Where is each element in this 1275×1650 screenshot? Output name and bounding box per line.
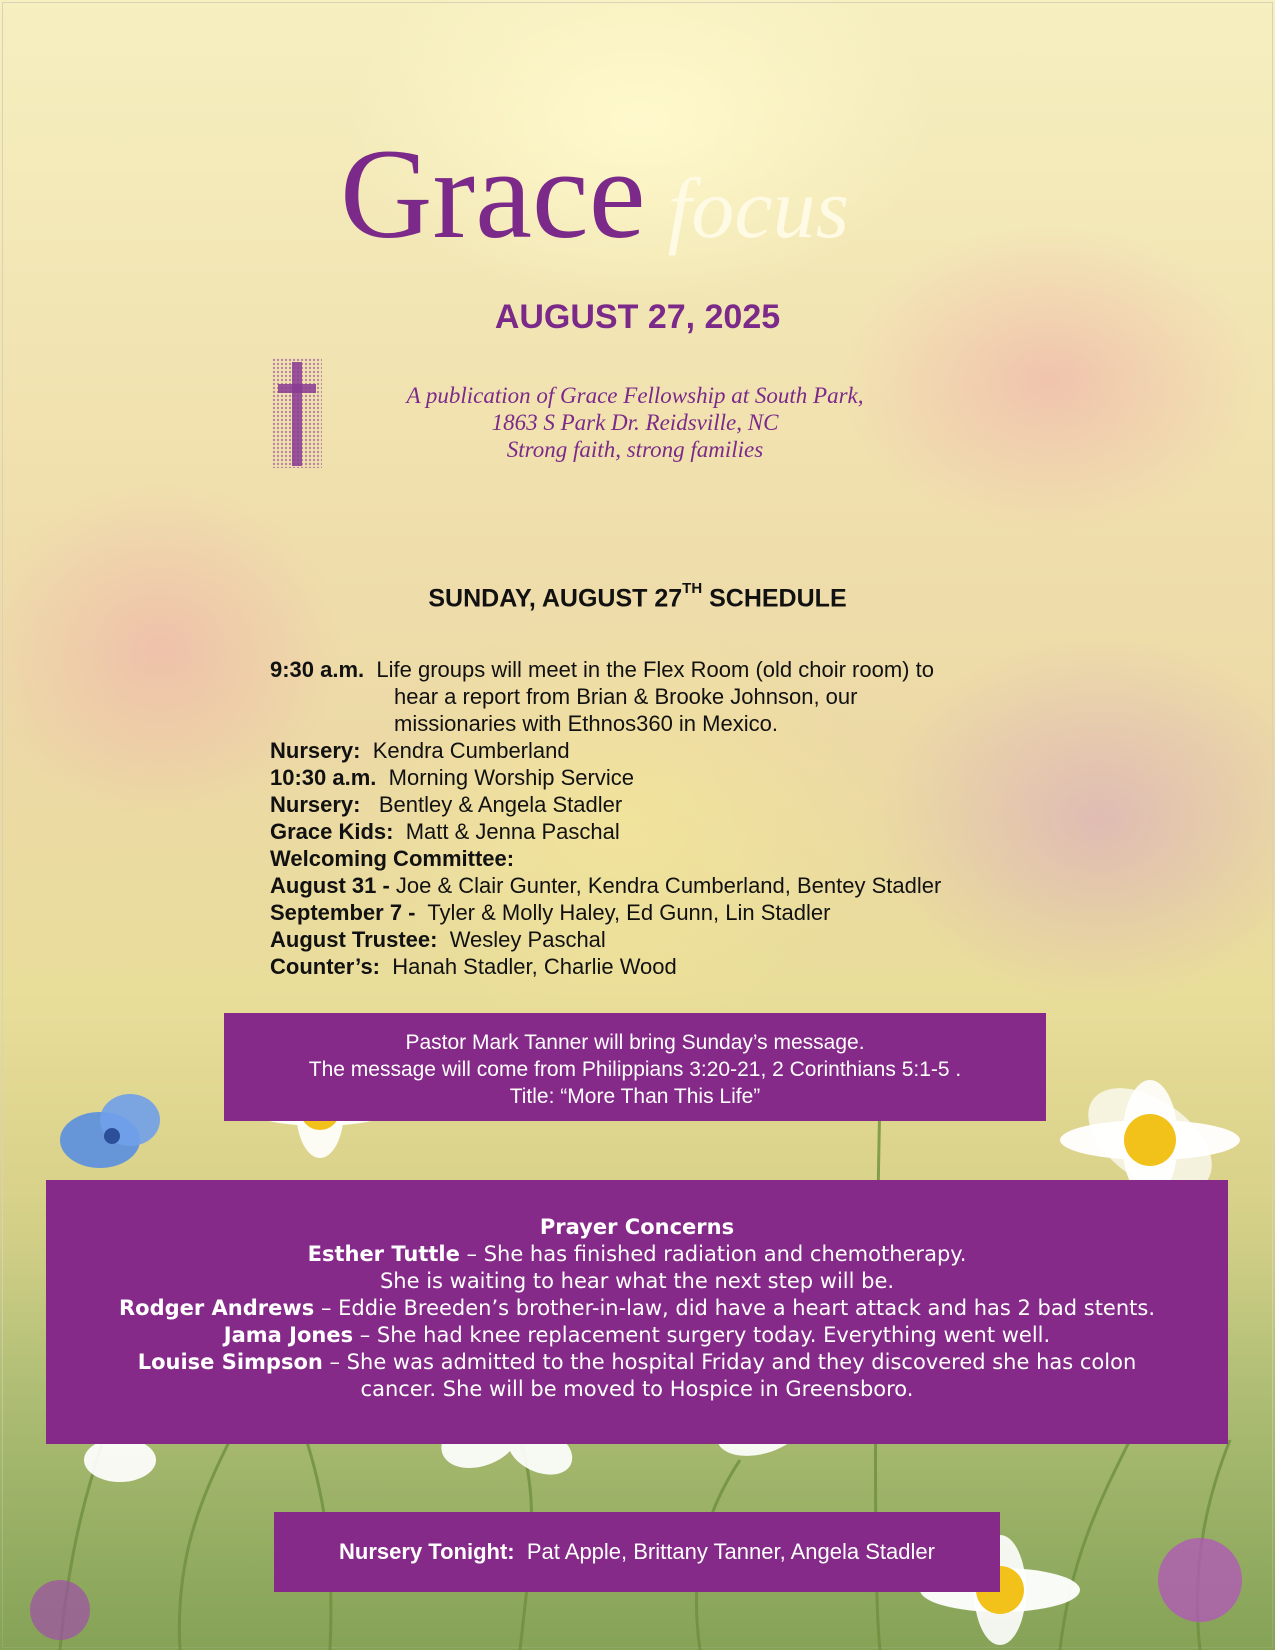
publication-info [340,382,930,463]
publication-address: 1863 S Park Dr. Reidsville, NC [491,410,779,435]
schedule-row: August 31 - Joe & Clair Gunter, Kendra Cumberland, Bentey Stadler [270,873,942,898]
schedule-row: Counter’s: Hanah Stadler, Charlie Wood [270,954,677,979]
sermon-scripture: The message will come from Philippians 3:20-21, 2 Corinthians 5:1-5 . [308,1058,962,1081]
prayer-concerns-box [46,1180,1228,1444]
sermon-message-box [224,1013,1046,1121]
schedule-row: August Trustee: Wesley Paschal [270,927,606,952]
schedule-title: SUNDAY, AUGUST 27TH SCHEDULE [428,580,847,613]
prayer-title: Prayer Concerns [539,1215,735,1239]
masthead-grace: Grace [340,123,646,265]
nursery-tonight-box: Nursery Tonight: Pat Apple, Brittany Tanner, Angela Stadler [274,1512,1000,1592]
issue-date: AUGUST 27, 2025 [494,298,781,336]
schedule-row: Welcoming Committee: [270,846,515,871]
schedule-row: hear a report from Brian & Brooke Johnson, our [394,684,858,709]
schedule-row: missionaries with Ethnos360 in Mexico. [394,711,778,736]
prayer-item: Esther Tuttle – She has finished radiation and chemotherapy. [307,1242,967,1266]
schedule-list [270,656,1070,980]
masthead [340,123,960,280]
schedule-row: Grace Kids: Matt & Jenna Paschal [270,819,620,844]
masthead-focus: focus [667,160,850,256]
prayer-item: Jama Jones – She had knee replacement surgery today. Everything went well. [223,1323,1051,1347]
publication-tagline: Strong faith, strong families [506,437,764,462]
schedule-row: September 7 - Tyler & Molly Haley, Ed Gunn, Lin Stadler [270,900,831,925]
publication-line: A publication of Grace Fellowship at South Park, [406,383,864,408]
schedule-row: 10:30 a.m. Morning Worship Service [270,765,634,790]
schedule-row: Nursery: Kendra Cumberland [270,738,570,763]
cross-icon [272,358,322,468]
blue-flower [60,1094,160,1168]
schedule-row: 9:30 a.m. Life groups will meet in the Flex Room (old choir room) to [270,657,934,682]
prayer-item: cancer. She will be moved to Hospice in Greensboro. [360,1377,914,1401]
prayer-item: Louise Simpson – She was admitted to the hospital Friday and they discovered she has colon [137,1350,1137,1374]
schedule-row: Nursery: Bentley & Angela Stadler [270,792,623,817]
prayer-item: She is waiting to hear what the next step will be. [379,1269,895,1293]
sermon-preacher: Pastor Mark Tanner will bring Sunday’s message. [405,1031,865,1054]
sermon-title: Title: “More Than This Life” [509,1085,761,1108]
prayer-item: Rodger Andrews – Eddie Breeden’s brother-in-law, did have a heart attack and has 2 bad stents. [118,1296,1156,1320]
